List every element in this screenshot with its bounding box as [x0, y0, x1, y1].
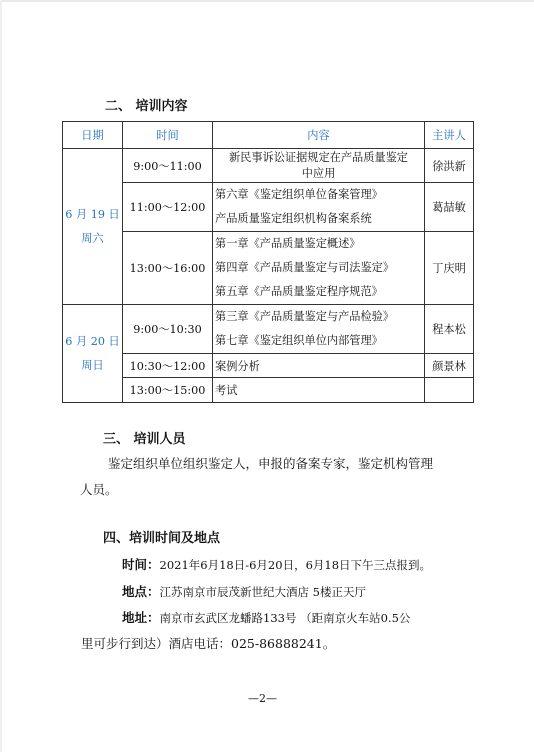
section-3-body-line-2: 人员。 [80, 482, 118, 497]
row-content [213, 149, 425, 183]
address-line [122, 608, 410, 626]
section-2-title: 二、 培训内容 [105, 99, 188, 114]
row-content [213, 183, 425, 232]
row-time: 10:30～12:00 [123, 354, 213, 378]
day2-date-cell [63, 305, 123, 403]
page-edge-left [0, 0, 2, 752]
row-time: 9:00～10:30 [123, 305, 213, 354]
header-date: 日期 [63, 122, 123, 149]
section-4-title: 四、培训时间及地点 [103, 531, 221, 546]
place-line [122, 582, 366, 600]
header-time: 时间 [123, 122, 213, 149]
section-3-body-line-1: 鉴定组织单位组织鉴定人，申报的备案专家，鉴定机构管理 [108, 456, 434, 471]
row-speaker: 颜景林 [425, 354, 474, 378]
place-value: 江苏南京市辰茂新世纪大酒店 5楼正天厅 [159, 585, 366, 599]
schedule-table [62, 121, 474, 403]
header-content: 内容 [213, 122, 425, 149]
page-number: —2— [248, 692, 277, 705]
row-content [213, 232, 425, 305]
table-row [63, 305, 474, 354]
row-speaker: 程本松 [425, 305, 474, 354]
content-line: 第五章《产品质量鉴定程序规范》 [215, 285, 383, 298]
row-content: 考试 [213, 378, 425, 403]
row-content: 案例分析 [213, 354, 425, 378]
row-time: 13:00～15:00 [123, 378, 213, 403]
row-speaker: 葛喆敏 [425, 183, 474, 232]
row-speaker: 丁庆明 [425, 232, 474, 305]
row-content [213, 305, 425, 354]
time-line [122, 555, 431, 573]
page-edge-top [0, 0, 534, 2]
content-line: 第六章《鉴定组织单位备案管理》 [215, 188, 383, 201]
content-line: 第三章《产品质量鉴定与产品检验》 [215, 310, 395, 323]
time-value: 2021年6月18日-6月20日，6月18日下午三点报到。 [159, 558, 432, 572]
table-row [63, 354, 474, 378]
row-speaker: 徐洪新 [425, 149, 474, 183]
row-speaker [425, 378, 474, 403]
table-row [63, 149, 474, 183]
content-line: 第一章《产品质量鉴定概述》 [215, 237, 361, 250]
table-row [63, 232, 474, 305]
row-time: 13:00～16:00 [123, 232, 213, 305]
row-time: 9:00～11:00 [123, 149, 213, 183]
table-row [63, 183, 474, 232]
time-label: 时间： [122, 557, 160, 572]
address-line-2: 里可步行到达）酒店电话：025-86888241。 [81, 636, 336, 651]
content-line: 产品质量鉴定组织机构备案系统 [215, 212, 372, 225]
row-time: 11:00～12:00 [123, 183, 213, 232]
content-line: 第七章《鉴定组织单位内部管理》 [215, 334, 383, 347]
content-line: 新民事诉讼证据规定在产品质量鉴定 [228, 150, 408, 164]
table-row [63, 378, 474, 403]
day2-weekday: 周日 [81, 358, 104, 372]
table-header-row [63, 122, 474, 149]
header-speaker: 主讲人 [425, 122, 474, 149]
address-value: 南京市玄武区龙蟠路133号 （距南京火车站0.5公 [159, 611, 411, 625]
section-3-title: 三、 培训人员 [103, 432, 186, 447]
day2-date: 6 月 20 日 [65, 334, 120, 348]
day1-date-cell [63, 149, 123, 305]
content-line: 第四章《产品质量鉴定与司法鉴定》 [215, 261, 395, 274]
day1-weekday: 周六 [81, 231, 104, 245]
content-line: 中应用 [301, 166, 336, 180]
place-label: 地点： [122, 584, 160, 599]
address-label: 地址： [122, 610, 160, 625]
day1-date: 6 月 19 日 [65, 207, 120, 221]
